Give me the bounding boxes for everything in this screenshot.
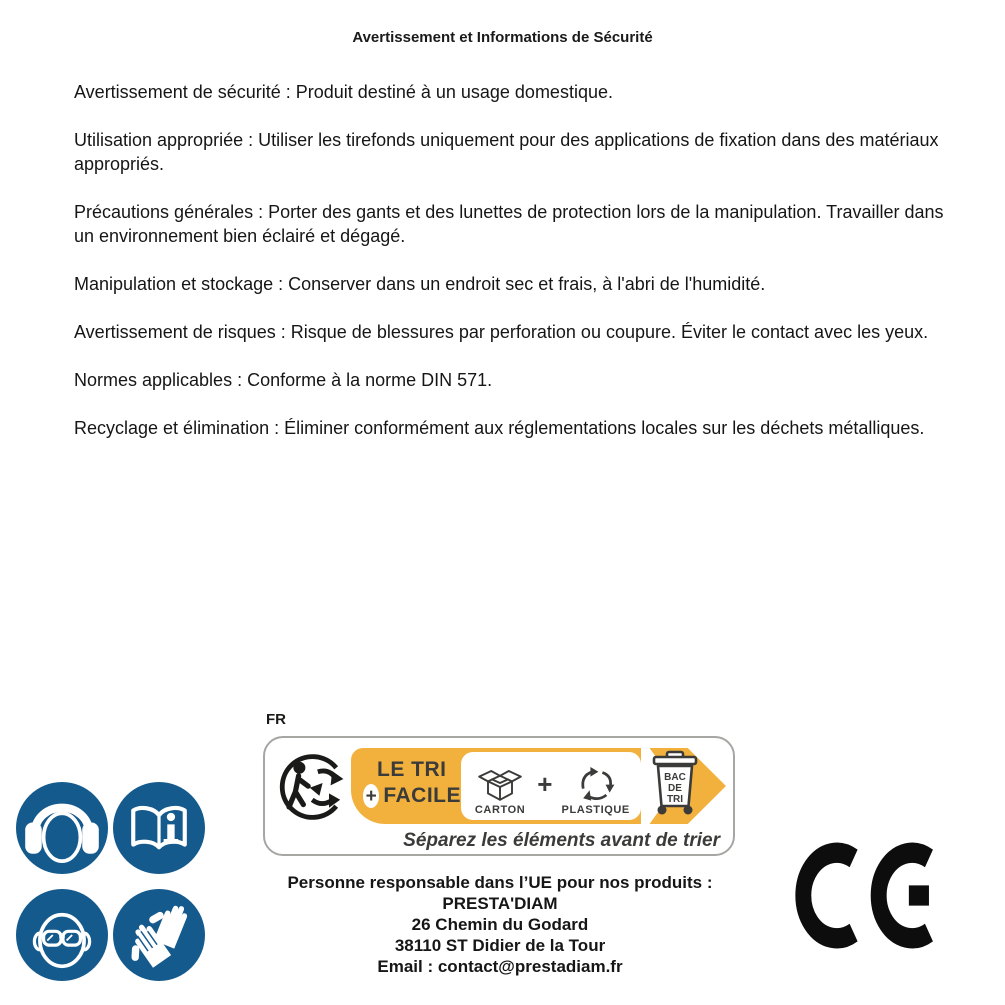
contact-email: Email : contact@prestadiam.fr <box>377 957 623 976</box>
bin-text-line3: TRI <box>666 794 684 805</box>
paragraph-recycling: Recyclage et élimination : Éliminer conformément aux réglementations locales sur les déchets métalliques. <box>74 418 925 438</box>
address-street: 26 Chemin du Godard <box>411 915 589 934</box>
le-tri-facile-segment <box>351 748 461 824</box>
materials-bubble <box>461 752 641 820</box>
country-code-label: FR <box>266 711 286 728</box>
paragraph-handling-storage: Manipulation et stockage : Conserver dans un endroit sec et frais, à l'abri de l'humidité. <box>74 274 766 294</box>
carton-label: CARTON <box>474 803 526 816</box>
sorting-tagline: Séparez les éléments avant de trier <box>403 830 720 851</box>
ce-mark <box>795 842 939 949</box>
material-plastique <box>562 763 630 816</box>
carton-box-icon <box>472 763 528 803</box>
materials-plus-sign: + <box>537 768 553 799</box>
materials-segment <box>461 748 641 824</box>
hand-protection-icon <box>113 889 205 981</box>
read-manual-icon <box>113 782 205 874</box>
paragraph-standards: Normes applicables : Conforme à la norme DIN 571. <box>74 370 493 390</box>
sorting-instructions-label <box>263 736 735 856</box>
plus-circle-icon: + <box>363 784 379 808</box>
safety-pictograms <box>16 782 205 981</box>
bin-text-line2: DE <box>668 783 682 794</box>
paragraph-risk-warning: Avertissement de risques : Risque de blessures par perforation ou coupure. Éviter le contact avec les yeux. <box>74 322 929 342</box>
paragraph-safety-warning: Avertissement de sécurité : Produit destiné à un usage domestique. <box>74 82 613 102</box>
plastique-label: PLASTIQUE <box>561 803 630 816</box>
paragraph-general-precautions: Précautions générales : Porter des gants et des lunettes de protection lors de la manipulation. Travailler dans un environnement bien éclairé et dégagé. <box>74 202 944 246</box>
ear-protection-icon <box>16 782 108 874</box>
eye-protection-icon <box>16 889 108 981</box>
facile-text: FACILE <box>383 784 461 807</box>
paragraph-appropriate-use: Utilisation appropriée : Utiliser les tirefonds uniquement pour des applications de fixation dans des matériaux appropriés. <box>74 130 939 174</box>
company-name: PRESTA'DIAM <box>442 894 558 913</box>
recycling-triangle-icon <box>572 763 620 803</box>
material-carton <box>472 763 528 816</box>
le-tri-text: LE TRI <box>377 758 447 781</box>
responsible-person-block <box>250 872 750 977</box>
responsible-intro-line: Personne responsable dans l’UE pour nos produits : <box>287 873 713 892</box>
safety-text-block <box>74 80 946 464</box>
triman-logo-icon <box>273 744 353 830</box>
sorting-bin-icon <box>650 750 700 816</box>
address-city: 38110 ST Didier de la Tour <box>394 936 606 955</box>
bin-text-line1: BAC <box>664 772 686 783</box>
page-title: Avertissement et Informations de Sécurité <box>352 29 653 46</box>
